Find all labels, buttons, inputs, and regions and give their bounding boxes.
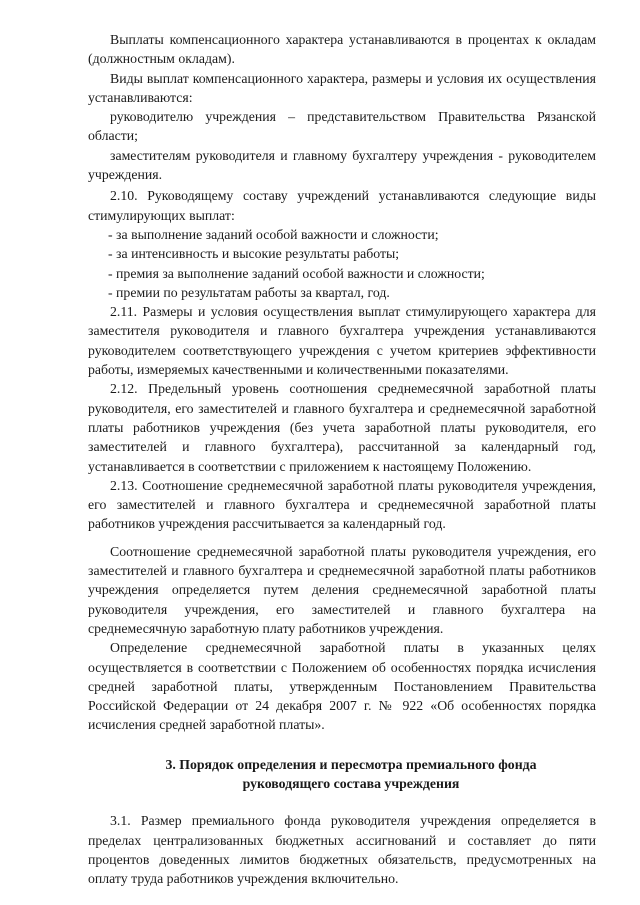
paragraph-average-salary: Определение среднемесячной заработной платы в указанных целях осуществляется в соответствии с Положением об особенностях порядка исчисления средней заработной платы, утвержденным Постановлением Правительства Российской Федерации от 24 декабря 2007 г. № 922 «Об особенностях порядка исчисления средней заработной платы». bbox=[88, 640, 596, 733]
list-item: - за выполнение заданий особой важности и сложности; bbox=[108, 226, 439, 242]
paragraph-2-13: 2.13. Соотношение среднемесячной заработной платы руководителя учреждения, его заместителей и главного бухгалтера и среднемесячной заработной платы работников учреждения рассчитывается за календарный год. bbox=[88, 477, 596, 532]
paragraph-2-12: 2.12. Предельный уровень соотношения среднемесячной заработной платы руководителя, его заместителей и главного бухгалтера и среднемесячной заработной платы работников учреждения (без учета заработной платы руководителя, его заместителей и главного бухгалтера), рассчитанной за календарный год, устанавливается в соответствии с приложением к настоящему Положению. bbox=[88, 381, 596, 474]
section-heading bbox=[88, 755, 596, 794]
paragraph-2-10: 2.10. Руководящему составу учреждений устанавливаются следующие виды стимулирующих выплат: bbox=[88, 188, 596, 223]
paragraph-deputies-compensation: заместителям руководителя и главному бухгалтеру учреждения - руководителем учреждения. bbox=[88, 147, 596, 183]
paragraph-3-1: 3.1. Размер премиального фонда руководителя учреждения определяется в пределах централизованных бюджетных ассигнований и составляет до пяти процентов доведенных лимитов бюджетных обязательств, предусмотренных на оплату труда работников учреждения включительно. bbox=[88, 813, 596, 887]
paragraph-compensation-percent: Выплаты компенсационного характера устанавливаются в процентах к окладам (должностным окладам). bbox=[88, 32, 596, 67]
section-heading-line2: руководящего состава учреждения bbox=[242, 775, 460, 791]
paragraph-ratio-definition: Соотношение среднемесячной заработной платы руководителя учреждения, его заместителей и главного бухгалтера и среднемесячной заработной платы работников учреждения определяется путем деления среднемесячной заработной платы руководителя учреждения, его заместителей и главного бухгалтера на среднемесячную заработную плату работников учреждения. bbox=[88, 543, 596, 636]
section-heading-line1: 3. Порядок определения и пересмотра премиального фонда bbox=[165, 756, 537, 772]
paragraph-2-11: 2.11. Размеры и условия осуществления выплат стимулирующего характера для заместителя руководителя и главного бухгалтера учреждения устанавливаются руководителем соответствующего учреждения с учетом критериев эффективности работы, измеряемых качественными и количественными показателями. bbox=[88, 304, 596, 378]
paragraph-compensation-types: Виды выплат компенсационного характера, размеры и условия их осуществления устанавливаются: bbox=[88, 70, 596, 105]
document-body bbox=[88, 30, 596, 888]
list-item: - за интенсивность и высокие результаты работы; bbox=[108, 246, 400, 262]
list-item: - премия за выполнение заданий особой важности и сложности; bbox=[108, 265, 485, 281]
paragraph-head-compensation: руководителю учреждения – представительством Правительства Рязанской области; bbox=[88, 109, 596, 144]
list-item: - премии по результатам работы за квартал, год. bbox=[108, 284, 390, 300]
